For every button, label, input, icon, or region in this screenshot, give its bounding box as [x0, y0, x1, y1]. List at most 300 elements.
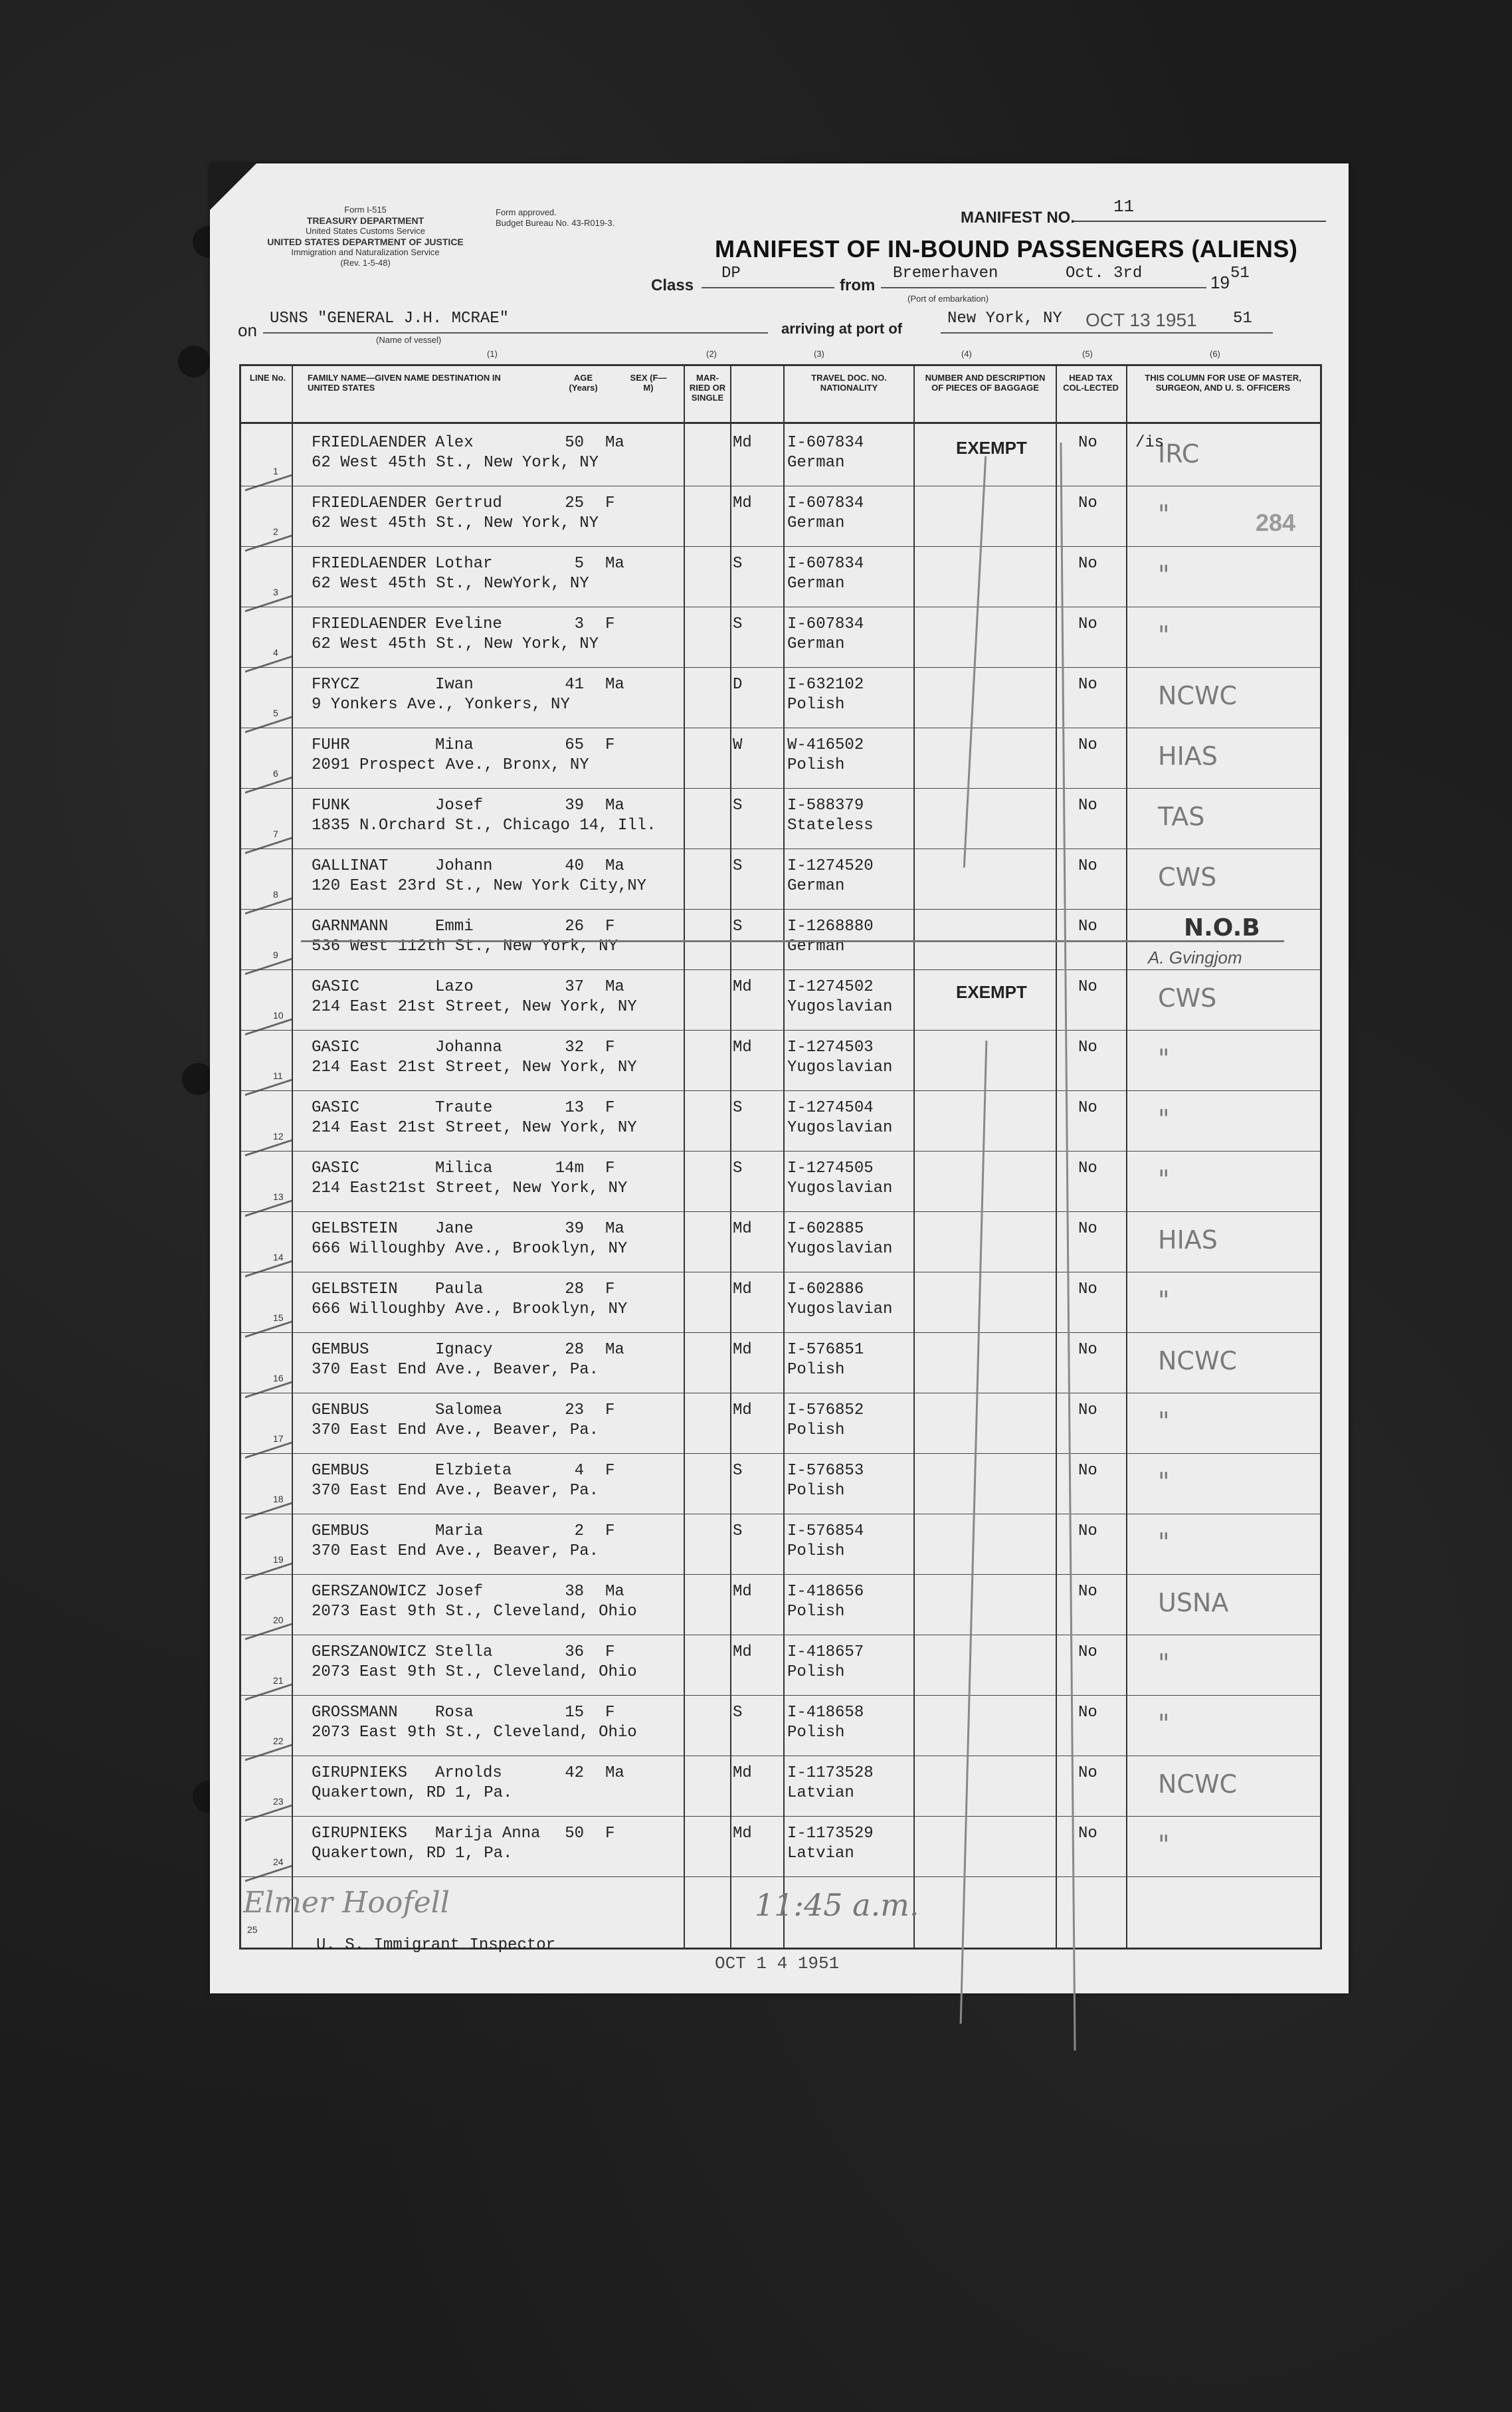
destination-address: 2073 East 9th St., Cleveland, Ohio	[312, 1603, 637, 1621]
nationality: Latvian	[787, 1784, 854, 1802]
nationality: Stateless	[787, 817, 874, 835]
destination-address: 2073 East 9th St., Cleveland, Ohio	[312, 1663, 637, 1681]
given-name: Lazo	[435, 978, 474, 996]
officer-note: NCWC	[1158, 1346, 1238, 1375]
given-name: Salomea	[435, 1401, 502, 1419]
nationality: Yugoslavian	[787, 1119, 893, 1137]
table-row	[241, 1393, 1320, 1454]
marital-status: S	[733, 555, 743, 573]
family-name: GEMBUS	[312, 1462, 369, 1480]
travel-doc-number: I-607834	[787, 434, 864, 452]
class-label: Class	[651, 276, 694, 294]
table-row	[241, 1333, 1320, 1393]
line-number: 2	[273, 526, 278, 537]
sex: F	[605, 1825, 615, 1843]
sex: F	[605, 615, 615, 633]
table-row	[241, 1817, 1320, 1877]
line-number: 4	[273, 647, 278, 658]
given-name: Ignacy	[435, 1341, 493, 1359]
from-underline	[881, 287, 1206, 288]
budget-bureau-line: Budget Bureau No. 43-R019-3.	[496, 218, 615, 228]
marital-status: S	[733, 1159, 743, 1177]
officer-note: HIAS	[1158, 1225, 1218, 1255]
head-tax: No	[1078, 615, 1097, 633]
head-tax: No	[1078, 1039, 1097, 1056]
line-number: 6	[273, 768, 278, 779]
destination-address: 536 West 112th St., New York, NY	[312, 938, 618, 955]
vessel-value: USNS "GENERAL J.H. MCRAE"	[270, 310, 510, 328]
line-number: 21	[273, 1675, 284, 1686]
manifest-no-label: MANIFEST NO.	[961, 209, 1075, 227]
travel-doc-number: I-1274504	[787, 1099, 874, 1117]
travel-doc-number: I-607834	[787, 555, 864, 573]
family-name: GELBSTEIN	[312, 1280, 398, 1298]
family-name: FUHR	[312, 736, 350, 754]
head-tax: No	[1078, 1099, 1097, 1117]
arrival-time: 11:45 a.m.	[755, 1887, 919, 1923]
age: 25	[565, 494, 584, 512]
officer-initials: /is	[1135, 434, 1165, 452]
travel-doc-number: I-1274520	[787, 857, 874, 875]
given-name: Rosa	[435, 1704, 474, 1722]
marital-status: Md	[733, 1280, 752, 1298]
col-header-age: AGE (Years)	[569, 373, 598, 393]
age: 4	[574, 1462, 584, 1480]
destination-address: 62 West 45th St., New York, NY	[312, 635, 599, 653]
arrival-year-value: 51	[1233, 310, 1252, 328]
from-value: Bremerhaven	[893, 264, 998, 282]
destination-address: 370 East End Ave., Beaver, Pa.	[312, 1542, 599, 1560]
page-title: MANIFEST OF IN-BOUND PASSENGERS (ALIENS)	[715, 235, 1298, 262]
given-name: Johanna	[435, 1039, 502, 1056]
nationality: Polish	[787, 1603, 845, 1621]
age: 13	[565, 1099, 584, 1117]
officer-note: "	[1158, 1044, 1170, 1073]
nationality: Polish	[787, 1663, 845, 1681]
port-underline	[941, 332, 1273, 334]
table-row	[241, 1031, 1320, 1091]
given-name: Josef	[435, 1583, 484, 1601]
family-name: FRIEDLAENDER	[312, 434, 426, 452]
sex: F	[605, 1401, 615, 1419]
destination-address: 214 East 21st Street, New York, NY	[312, 1119, 637, 1137]
marital-status: Md	[733, 1341, 752, 1359]
head-tax: No	[1078, 434, 1097, 452]
table-row	[241, 547, 1320, 607]
family-name: GASIC	[312, 1159, 360, 1177]
family-name: GALLINAT	[312, 857, 389, 875]
given-name: Traute	[435, 1099, 493, 1117]
passenger-table	[239, 349, 1322, 1950]
nationality: German	[787, 938, 845, 955]
travel-doc-number: I-602885	[787, 1220, 864, 1238]
col-num-2: (2)	[706, 349, 717, 359]
destination-address: 370 East End Ave., Beaver, Pa.	[312, 1361, 599, 1379]
destination-address: 370 East End Ave., Beaver, Pa.	[312, 1421, 599, 1439]
sex: F	[605, 1280, 615, 1298]
family-name: GERSZANOWICZ	[312, 1643, 426, 1661]
travel-doc-number: I-632102	[787, 676, 864, 694]
given-name: Stella	[435, 1643, 493, 1661]
line-number: 8	[273, 889, 278, 900]
sex: F	[605, 736, 615, 754]
destination-address: 370 East End Ave., Beaver, Pa.	[312, 1482, 599, 1500]
head-tax: No	[1078, 1825, 1097, 1843]
torn-corner	[210, 163, 256, 210]
head-tax: No	[1078, 676, 1097, 694]
line-number: 9	[273, 950, 278, 960]
travel-doc-number: I-576853	[787, 1462, 864, 1480]
line-number: 7	[273, 829, 278, 839]
table-row	[241, 486, 1320, 547]
age: 65	[565, 736, 584, 754]
nationality: German	[787, 877, 845, 895]
nationality: Polish	[787, 1724, 845, 1742]
family-name: GASIC	[312, 978, 360, 996]
travel-doc-number: I-1268880	[787, 918, 874, 936]
age: 42	[565, 1764, 584, 1782]
sex: Ma	[605, 1220, 624, 1238]
marital-status: Md	[733, 1643, 752, 1661]
given-name: Lothar	[435, 555, 493, 573]
travel-doc-number: I-418657	[787, 1643, 864, 1661]
marital-status: D	[733, 676, 743, 694]
family-name: FRYCZ	[312, 676, 360, 694]
row-9-strikethrough	[301, 940, 1284, 942]
marital-status: Md	[733, 1764, 752, 1782]
head-tax: No	[1078, 1764, 1097, 1782]
table-row	[241, 849, 1320, 910]
table-row	[241, 426, 1320, 486]
nationality: Polish	[787, 756, 845, 774]
destination-address: Quakertown, RD 1, Pa.	[312, 1845, 513, 1862]
col-header-officers: THIS COLUMN FOR USE OF MASTER, SURGEON, AND U. S. OFFICERS	[1145, 373, 1301, 393]
table-row	[241, 668, 1320, 728]
line-number: 24	[273, 1857, 284, 1867]
col-num-4: (4)	[961, 349, 972, 359]
officer-note: "	[1158, 1407, 1170, 1436]
sex: F	[605, 1522, 615, 1540]
given-name: Eveline	[435, 615, 502, 633]
given-name: Arnolds	[435, 1764, 502, 1782]
line-number: 18	[273, 1494, 284, 1504]
head-tax: No	[1078, 1220, 1097, 1238]
officer-note: NCWC	[1158, 1769, 1238, 1799]
age: 50	[565, 434, 584, 452]
nationality: Yugoslavian	[787, 1300, 893, 1318]
arriving-label: arriving at port of	[781, 320, 903, 337]
age: 26	[565, 918, 584, 936]
vessel-underline	[263, 332, 768, 334]
officer-note: "	[1158, 1709, 1170, 1738]
table-row	[241, 789, 1320, 849]
year-value: 51	[1230, 264, 1250, 282]
officer-note: "	[1158, 1286, 1170, 1315]
col-header-tax: HEAD TAX COL-LECTED	[1063, 373, 1119, 393]
destination-address: 666 Willoughby Ave., Brooklyn, NY	[312, 1300, 628, 1318]
family-name: GIRUPNIEKS	[312, 1764, 408, 1782]
family-name: GENBUS	[312, 1401, 369, 1419]
table-row	[241, 1152, 1320, 1212]
nationality: Yugoslavian	[787, 998, 893, 1016]
departure-date: Oct. 3rd	[1066, 264, 1143, 282]
given-name: Johann	[435, 857, 493, 875]
table-row	[241, 1272, 1320, 1333]
table-row	[241, 1212, 1320, 1272]
given-name: Mina	[435, 736, 474, 754]
travel-doc-number: I-607834	[787, 494, 864, 512]
travel-doc-number: I-1274505	[787, 1159, 874, 1177]
given-name: Gertrud	[435, 494, 502, 512]
sex: Ma	[605, 434, 624, 452]
head-tax: No	[1078, 494, 1097, 512]
head-tax: No	[1078, 1583, 1097, 1601]
line-number: 5	[273, 708, 278, 718]
officer-note: "	[1158, 560, 1170, 589]
travel-doc-number: I-588379	[787, 797, 864, 815]
age: 50	[565, 1825, 584, 1843]
baggage: EXEMPT	[956, 982, 1027, 1002]
from-label: from	[840, 276, 876, 294]
class-value: DP	[721, 264, 741, 282]
col-header-line: LINE No.	[249, 373, 286, 383]
sex: Ma	[605, 797, 624, 815]
table-row	[241, 1575, 1320, 1635]
head-tax: No	[1078, 555, 1097, 573]
destination-address: 666 Willoughby Ave., Brooklyn, NY	[312, 1240, 628, 1258]
given-name: Maria	[435, 1522, 484, 1540]
family-name: FRIEDLAENDER	[312, 494, 426, 512]
age: 37	[565, 978, 584, 996]
family-name: FUNK	[312, 797, 350, 815]
family-name: GIRUPNIEKS	[312, 1825, 408, 1843]
sex: F	[605, 494, 615, 512]
head-tax: No	[1078, 978, 1097, 996]
head-tax: No	[1078, 1704, 1097, 1722]
head-tax: No	[1078, 1159, 1097, 1177]
officer-note: "	[1158, 500, 1170, 529]
age: 40	[565, 857, 584, 875]
nationality: Latvian	[787, 1845, 854, 1862]
officer-note: CWS	[1158, 983, 1217, 1013]
line-number: 20	[273, 1615, 284, 1625]
marital-status: Md	[733, 1825, 752, 1843]
sex: Ma	[605, 676, 624, 694]
sex: Ma	[605, 857, 624, 875]
family-name: GROSSMANN	[312, 1704, 398, 1722]
line-number: 17	[273, 1433, 284, 1444]
table-row	[241, 607, 1320, 668]
travel-doc-number: I-607834	[787, 615, 864, 633]
nob-signature: A. Gvingjom	[1148, 948, 1242, 967]
travel-doc-number: I-1173528	[787, 1764, 874, 1782]
table-row	[241, 728, 1320, 789]
col-num-6: (6)	[1210, 349, 1220, 359]
col-num-1: (1)	[487, 349, 498, 359]
destination-address: 214 East 21st Street, New York, NY	[312, 998, 637, 1016]
on-label: on	[238, 320, 257, 340]
family-name: GASIC	[312, 1039, 360, 1056]
manifest-no-value: 11	[1113, 197, 1135, 217]
line-number: 10	[273, 1010, 284, 1021]
line-number: 13	[273, 1191, 284, 1202]
manifest-sheet	[210, 163, 1349, 1993]
sex: F	[605, 1039, 615, 1056]
marital-status: S	[733, 857, 743, 875]
destination-address: 62 West 45th St., NewYork, NY	[312, 575, 589, 593]
table-row	[241, 1454, 1320, 1514]
col-header-name: FAMILY NAME—GIVEN NAME DESTINATION IN UNITED STATES	[308, 373, 501, 393]
line-number: 1	[273, 466, 278, 476]
line-number: 19	[273, 1554, 284, 1565]
sex: F	[605, 918, 615, 936]
age: 41	[565, 676, 584, 694]
nationality: Yugoslavian	[787, 1240, 893, 1258]
given-name: Milica	[435, 1159, 493, 1177]
officer-note: USNA	[1158, 1588, 1229, 1617]
age: 2	[574, 1522, 584, 1540]
destination-address: Quakertown, RD 1, Pa.	[312, 1784, 513, 1802]
inspector-signature: Elmer Hoofell	[243, 1886, 450, 1920]
col-header-doc: TRAVEL DOC. NO. NATIONALITY	[811, 373, 887, 393]
marital-status: Md	[733, 1039, 752, 1056]
given-name: Iwan	[435, 676, 474, 694]
marital-status: Md	[733, 1583, 752, 1601]
row-divider	[241, 1876, 1320, 1877]
destination-address: 214 East 21st Street, New York, NY	[312, 1058, 637, 1076]
head-tax: No	[1078, 1643, 1097, 1661]
destination-address: 62 West 45th St., New York, NY	[312, 454, 599, 472]
table-row	[241, 1514, 1320, 1575]
line-25-number: 25	[247, 1924, 258, 1935]
marital-status: Md	[733, 1220, 752, 1238]
marital-status: S	[733, 615, 743, 633]
destination-address: 2073 East 9th St., Cleveland, Ohio	[312, 1724, 637, 1742]
nob-annotation: N.O.B	[1184, 914, 1260, 942]
sex: Ma	[605, 1583, 624, 1601]
head-tax: No	[1078, 1401, 1097, 1419]
officer-note: CWS	[1158, 862, 1217, 892]
embark-note: (Port of embarkation)	[907, 294, 989, 304]
marital-status: Md	[733, 434, 752, 452]
officer-note: "	[1158, 1104, 1170, 1134]
family-name: GASIC	[312, 1099, 360, 1117]
nationality: German	[787, 514, 845, 532]
marital-status: Md	[733, 494, 752, 512]
manifest-no-underline	[1074, 221, 1326, 222]
sex: Ma	[605, 978, 624, 996]
nationality: German	[787, 454, 845, 472]
marital-status: W	[733, 736, 743, 754]
travel-doc-number: I-418658	[787, 1704, 864, 1722]
line-number: 22	[273, 1736, 284, 1746]
line-number: 16	[273, 1373, 284, 1383]
officer-note: TAS	[1158, 802, 1205, 831]
bottom-date-stamp: OCT 1 4 1951	[715, 1954, 840, 1973]
table-row	[241, 970, 1320, 1031]
head-tax: No	[1078, 1341, 1097, 1359]
punch-hole-2	[178, 346, 210, 377]
nationality: Polish	[787, 1482, 845, 1500]
officer-note: IRC	[1158, 439, 1200, 468]
baggage: EXEMPT	[956, 438, 1027, 458]
form-number: Form I-515	[344, 205, 387, 215]
destination-address: 120 East 23rd St., New York City,NY	[312, 877, 647, 895]
age: 32	[565, 1039, 584, 1056]
table-row	[241, 1091, 1320, 1152]
family-name: FRIEDLAENDER	[312, 555, 426, 573]
head-tax: No	[1078, 797, 1097, 815]
sex: F	[605, 1643, 615, 1661]
officer-note: NCWC	[1158, 681, 1238, 710]
age: 3	[574, 615, 584, 633]
table-row	[241, 1696, 1320, 1756]
officer-note: "	[1158, 1467, 1170, 1496]
marital-status: S	[733, 918, 743, 936]
marital-status: S	[733, 797, 743, 815]
marital-status: Md	[733, 1401, 752, 1419]
given-name: Alex	[435, 434, 474, 452]
age: 36	[565, 1643, 584, 1661]
head-tax: No	[1078, 736, 1097, 754]
head-tax: No	[1078, 1462, 1097, 1480]
family-name: GEMBUS	[312, 1522, 369, 1540]
class-underline	[702, 287, 834, 288]
age: 39	[565, 797, 584, 815]
destination-address: 62 West 45th St., New York, NY	[312, 514, 599, 532]
officer-note: "	[1158, 1830, 1170, 1859]
age: 23	[565, 1401, 584, 1419]
family-name: GELBSTEIN	[312, 1220, 398, 1238]
table-row	[241, 1635, 1320, 1696]
punch-hole-3	[182, 1063, 214, 1095]
family-name: GEMBUS	[312, 1341, 369, 1359]
margin-number: 284	[1256, 509, 1296, 536]
line-number: 11	[273, 1070, 283, 1081]
travel-doc-number: I-1274503	[787, 1039, 874, 1056]
form-revision: (Rev. 1-5-48)	[340, 258, 391, 268]
nationality: Polish	[787, 1421, 845, 1439]
marital-status: S	[733, 1462, 743, 1480]
marital-status: S	[733, 1099, 743, 1117]
form-approved	[496, 207, 614, 229]
destination-address: 9 Yonkers Ave., Yonkers, NY	[312, 696, 570, 714]
age: 38	[565, 1583, 584, 1601]
year-label: 19	[1210, 272, 1230, 292]
travel-doc-number: I-418656	[787, 1583, 864, 1601]
given-name: Elzbieta	[435, 1462, 512, 1480]
marital-status: S	[733, 1522, 743, 1540]
header-divider	[241, 422, 1320, 424]
age: 15	[565, 1704, 584, 1722]
age: 5	[574, 555, 584, 573]
col-header-sex: SEX (F—M)	[630, 373, 667, 393]
nationality: German	[787, 635, 845, 653]
table-row	[241, 1756, 1320, 1817]
given-name: Marija Anna	[435, 1825, 541, 1843]
marital-status: Md	[733, 978, 752, 996]
travel-doc-number: I-576851	[787, 1341, 864, 1359]
line-number: 15	[273, 1312, 284, 1323]
sex: F	[605, 1704, 615, 1722]
travel-doc-number: I-1173529	[787, 1825, 874, 1843]
nationality: Yugoslavian	[787, 1179, 893, 1197]
travel-doc-number: I-576854	[787, 1522, 864, 1540]
nationality: Polish	[787, 1542, 845, 1560]
head-tax: No	[1078, 1280, 1097, 1298]
given-name: Jane	[435, 1220, 474, 1238]
sex: F	[605, 1159, 615, 1177]
